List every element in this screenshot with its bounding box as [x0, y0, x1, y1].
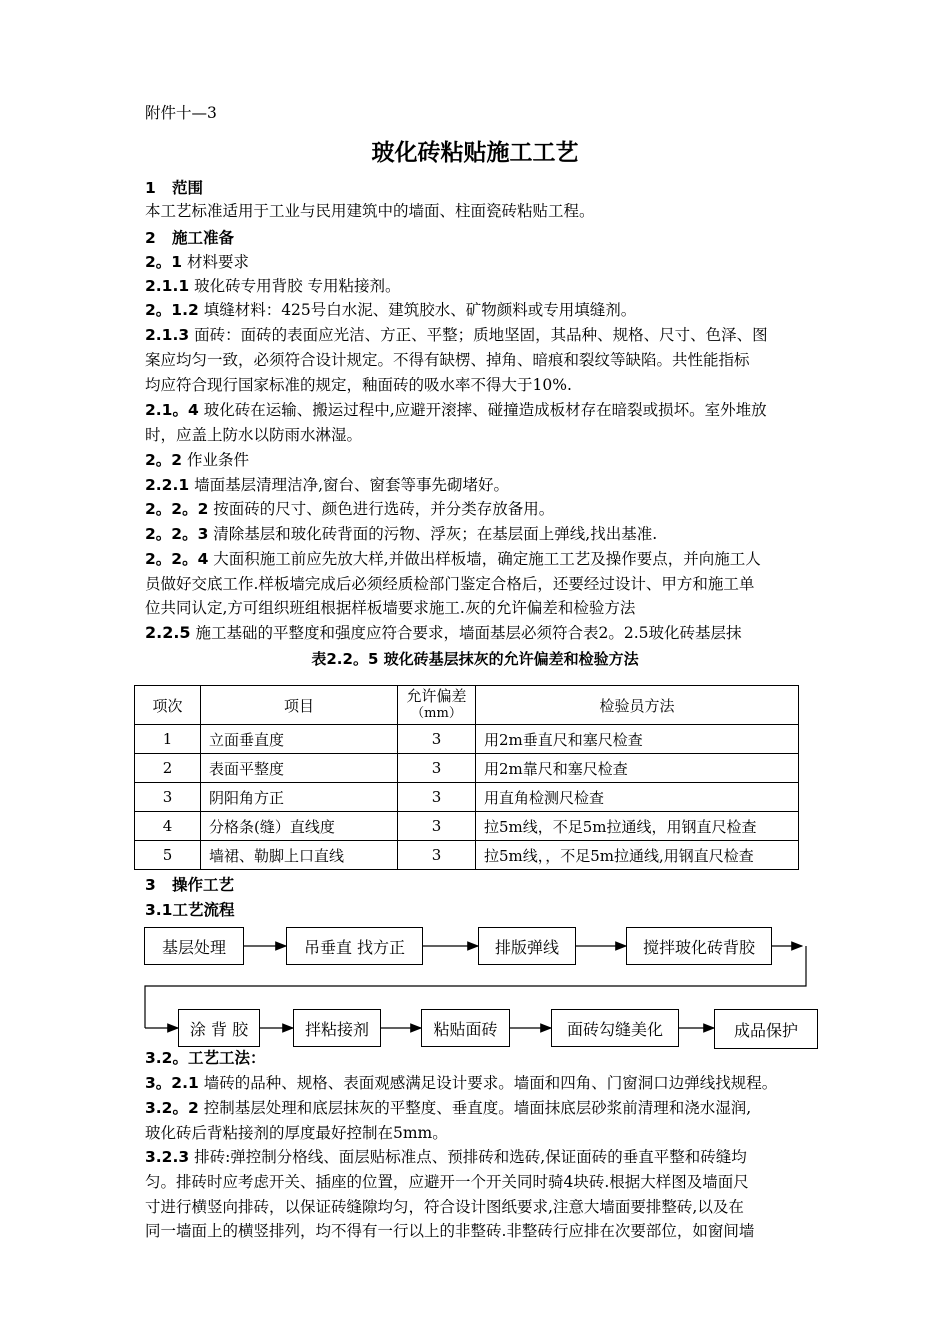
clause-3-2-2	[145, 1098, 751, 1118]
clause-text: 控制基层处理和底层抹灰的平整度、垂直度。墙面抹底层砂浆前清理和浇水湿润,	[203, 1099, 752, 1117]
clause-2-1-3-line-2: 案应均匀一致，必须符合设计规定。不得有缺楞、掉角、暗痕和裂纹等缺陷。共性能指标	[145, 351, 750, 369]
flow-step-plumb-square: 吊垂直 找方正	[286, 927, 423, 965]
flow-step-layout-lines: 排版弹线	[478, 927, 576, 965]
table-cell: 3	[135, 783, 201, 812]
clause-3-2-3-line-2: 匀。排砖时应考虑开关、插座的位置，应避开一个开关同时骑4块砖.根据大样图及墙面尺	[145, 1173, 749, 1191]
clause-number: 2。2	[145, 451, 183, 469]
flow-step-lay-tiles: 粘贴面砖	[421, 1009, 510, 1047]
section-title: 操作工艺	[172, 876, 235, 894]
table-cell: 拉5m线，，不足5m拉通线,用钢直尺检查	[476, 841, 799, 870]
section-1-text: 本工艺标准适用于工业与民用建筑中的墙面、柱面瓷砖粘贴工程。	[145, 202, 595, 220]
process-flow-heading: 3.1工艺流程	[145, 901, 235, 919]
clause-number: 2.1.1	[145, 277, 190, 295]
flow-step-base-treatment: 基层处理	[144, 927, 244, 965]
table-cell: 3	[398, 783, 476, 812]
flow-step-apply-back-glue: 涂 背 胶	[178, 1009, 260, 1047]
clause-number: 2。1.2	[145, 301, 199, 319]
section-title: 施工准备	[172, 229, 235, 247]
clause-text: 材料要求	[187, 253, 250, 271]
clause-text: 填缝材料：425号白水泥、建筑胶水、矿物颜料或专用填缝剂。	[203, 301, 637, 319]
clause-text: 作业条件	[187, 451, 250, 469]
clause-number: 3.2。2	[145, 1099, 199, 1117]
clause-text: 排砖:弹控制分格线、面层贴标准点、预排砖和选砖,保证面砖的垂直平整和砖缝均	[194, 1148, 747, 1166]
flow-step-protect-product: 成品保护	[714, 1009, 818, 1049]
section-number: 1	[145, 179, 156, 197]
table-cell: 表面平整度	[201, 754, 398, 783]
clause-3-2-2-line-2: 玻化砖后背粘接剂的厚度最好控制在5mm。	[145, 1124, 448, 1142]
table-cell: 3	[398, 725, 476, 754]
table-cell: 用直角检测尺检查	[476, 783, 799, 812]
header-cell: 检验员方法	[476, 686, 799, 725]
clause-number: 2。2。2	[145, 500, 209, 518]
clause-2-1-3-line-3: 均应符合现行国家标准的规定，釉面砖的吸水率不得大于10%.	[145, 376, 572, 394]
table-cell: 3	[398, 812, 476, 841]
table-cell: 1	[135, 725, 201, 754]
table-cell: 阴阳角方正	[201, 783, 398, 812]
header-line: （mm）	[411, 706, 462, 721]
flow-step-grout-finish: 面砖勾缝美化	[551, 1009, 679, 1047]
clause-number: 2。2。4	[145, 550, 209, 568]
table-cell: 3	[398, 754, 476, 783]
clause-text: 玻化砖专用背胶 专用粘接剂。	[194, 277, 401, 295]
table-caption: 表2.2。5 玻化砖基层抹灰的允许偏差和检验方法	[311, 650, 639, 668]
section-number: 3	[145, 876, 156, 894]
table-cell: 用2m垂直尺和塞尺检查	[476, 725, 799, 754]
section-number: 2	[145, 229, 156, 247]
section-3-2-heading: 3.2。工艺工法：	[145, 1049, 266, 1067]
header-cell: 项次	[135, 686, 201, 725]
clause-text: 按面砖的尺寸、颜色进行选砖，并分类存放备用。	[213, 500, 555, 518]
table-cell: 用2m靠尺和塞尺检查	[476, 754, 799, 783]
clause-text: 大面积施工前应先放大样,并做出样板墙，确定施工工艺及操作要点，并向施工人	[213, 550, 761, 568]
table-cell: 分格条(缝）直线度	[201, 812, 398, 841]
clause-3-2-1	[145, 1073, 777, 1093]
flow-step-mix-bonding: 拌粘接剂	[293, 1009, 381, 1047]
clause-3-2-3-line-4: 同一墙面上的横竖排列，均不得有一行以上的非整砖.非整砖行应排在次要部位，如窗间墙	[145, 1222, 755, 1240]
clause-text: 施工基础的平整度和强度应符合要求，墙面基层必须符合表2。2.5玻化砖基层抹	[195, 624, 742, 642]
header-line: 允许偏差	[406, 687, 467, 705]
clause-number: 2.1。4	[145, 401, 199, 419]
clause-text: 墙面基层清理洁净,窗台、窗套等事先砌堵好。	[194, 476, 510, 494]
clause-2-2-4-line-3: 位共同认定,方可组织班组根据样板墙要求施工.灰的允许偏差和检验方法	[145, 599, 636, 617]
header-cell: 项目	[201, 686, 398, 725]
clause-number: 2.2.5	[145, 623, 191, 642]
table-cell: 4	[135, 812, 201, 841]
clause-number: 2。2。3	[145, 525, 209, 543]
clause-2-1-4-line-2: 时，应盖上防水以防雨水淋湿。	[145, 426, 363, 444]
clause-text: 面砖：面砖的表面应光洁、方正、平整；质地坚固，其品种、规格、尺寸、色泽、图	[194, 326, 768, 344]
attachment-label: 附件十—3	[145, 104, 217, 122]
clause-number: 3。2.1	[145, 1074, 199, 1092]
clause-number: 2.2.1	[145, 476, 190, 494]
section-title: 范围	[172, 179, 204, 197]
clause-text: 墙砖的品种、规格、表面观感满足设计要求。墙面和四角、门窗洞口边弹线找规程。	[203, 1074, 778, 1092]
clause-number: 3.2.3	[145, 1148, 190, 1166]
clause-number: 2.1.3	[145, 326, 190, 344]
clause-number: 2。1	[145, 253, 183, 271]
clause-text: 玻化砖在运输、搬运过程中,应避开滚摔、碰撞造成板材存在暗裂或损坏。室外堆放	[203, 401, 767, 419]
clause-2-2-4-line-2: 员做好交底工作.样板墙完成后必须经质检部门鉴定合格后，还要经过设计、甲方和施工单	[145, 575, 755, 593]
table-cell: 拉5m线，不足5m拉通线，用钢直尺检查	[476, 812, 799, 841]
page-title: 玻化砖粘贴施工工艺	[371, 140, 579, 166]
table-cell: 3	[398, 841, 476, 870]
flow-step-mix-adhesive: 搅拌玻化砖背胶	[626, 927, 772, 965]
clause-3-2-3-line-3: 寸进行横竖向排砖，以保证砖缝隙均匀，符合设计图纸要求,注意大墙面要排整砖,以及在	[145, 1198, 744, 1216]
table-cell: 2	[135, 754, 201, 783]
table-cell: 5	[135, 841, 201, 870]
table-cell: 墙裙、勒脚上口直线	[201, 841, 398, 870]
clause-3-2-3	[145, 1147, 747, 1167]
table-cell: 立面垂直度	[201, 725, 398, 754]
clause-text: 清除基层和玻化砖背面的污物、浮灰；在基层面上弹线,找出基准.	[213, 525, 658, 543]
